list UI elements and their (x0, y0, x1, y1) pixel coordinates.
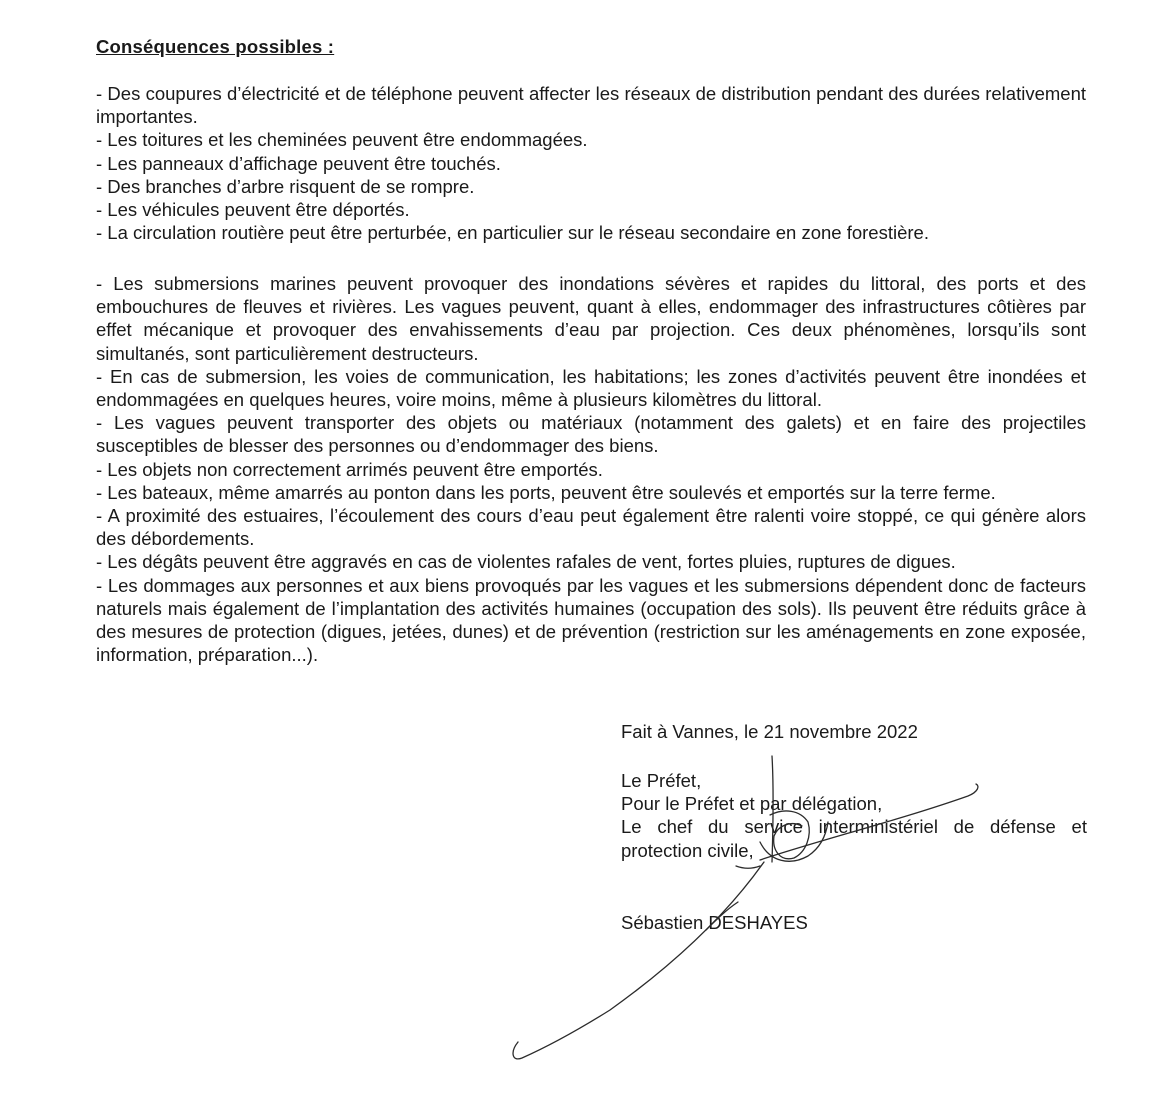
place-date-line: Fait à Vannes, le 21 novembre 2022 (621, 721, 918, 742)
paragraph: - Les véhicules peuvent être déportés. (96, 199, 410, 221)
section-heading: Conséquences possibles : (96, 36, 335, 57)
consequences-block-submersion (96, 272, 1086, 666)
paragraph: - Des coupures d’électricité et de téléphone peuvent affecter les réseaux de distribution pendant des durées relativement importantes. (96, 83, 1086, 128)
paragraph: - Les bateaux, même amarrés au ponton dans les ports, peuvent être soulevés et emportés sur la terre ferme. (96, 481, 996, 503)
signatory-name-block (621, 911, 1087, 934)
paragraph: - Les submersions marines peuvent provoquer des inondations sévères et rapides du littoral, des ports et des embouchures de fleuves et rivières. Les vagues peuvent, quant à elles, endommager des infrastructures côtières par effet mécanique et provoquer des envahissements d’eau par projection. Ces deux phénomènes, lorsqu’ils sont simultanés, sont particulièrement destructeurs. (96, 273, 1086, 364)
paragraph: - En cas de submersion, les voies de communication, les habitations; les zones d’activités peuvent être inondées et endommagées en quelques heures, voire moins, même à plusieurs kilomètres du littoral. (96, 365, 1086, 411)
signatory-name: Sébastien DESHAYES (621, 912, 808, 933)
place-and-date (621, 720, 1087, 743)
paragraph: - La circulation routière peut être perturbée, en particulier sur le réseau secondaire en zone forestière. (96, 222, 929, 244)
paragraph: - A proximité des estuaires, l’écoulement des cours d’eau peut également être ralenti voire stoppé, ce qui génère alors des débordements. (96, 505, 1086, 550)
consequences-block-wind (96, 82, 1086, 244)
paragraph: - Les toitures et les cheminées peuvent être endommagées. (96, 129, 588, 151)
paragraph: - Les panneaux d’affichage peuvent être touchés. (96, 152, 501, 174)
paragraph: - Les dégâts peuvent être aggravés en cas de violentes rafales de vent, fortes pluies, ruptures de digues. (96, 551, 956, 573)
prefect-title: Le Préfet, (621, 770, 702, 791)
paragraph: - Les objets non correctement arrimés peuvent être emportés. (96, 458, 603, 480)
paragraph: - Les vagues peuvent transporter des objets ou matériaux (notamment des galets) et en faire des projectiles susceptibles de blesser des personnes ou d’endommager des biens. (96, 412, 1086, 457)
signatory-title-block (621, 769, 1087, 862)
paragraph: - Des branches d’arbre risquent de se rompre. (96, 175, 475, 197)
paragraph: - Les dommages aux personnes et aux biens provoqués par les vagues et les submersions dépendent donc de facteurs naturels mais également de l’implantation des activités humaines (occupation des sols). Ils peuvent être réduits grâce à des mesures de protection (digues, jetées, dunes) et de prévention (restriction sur les aménagements en zone exposée, information, préparation...). (96, 574, 1086, 666)
signatory-role: Le chef du service interministériel de défense et protection civile, (621, 816, 1087, 861)
delegation-line: Pour le Préfet et par délégation, (621, 793, 883, 815)
